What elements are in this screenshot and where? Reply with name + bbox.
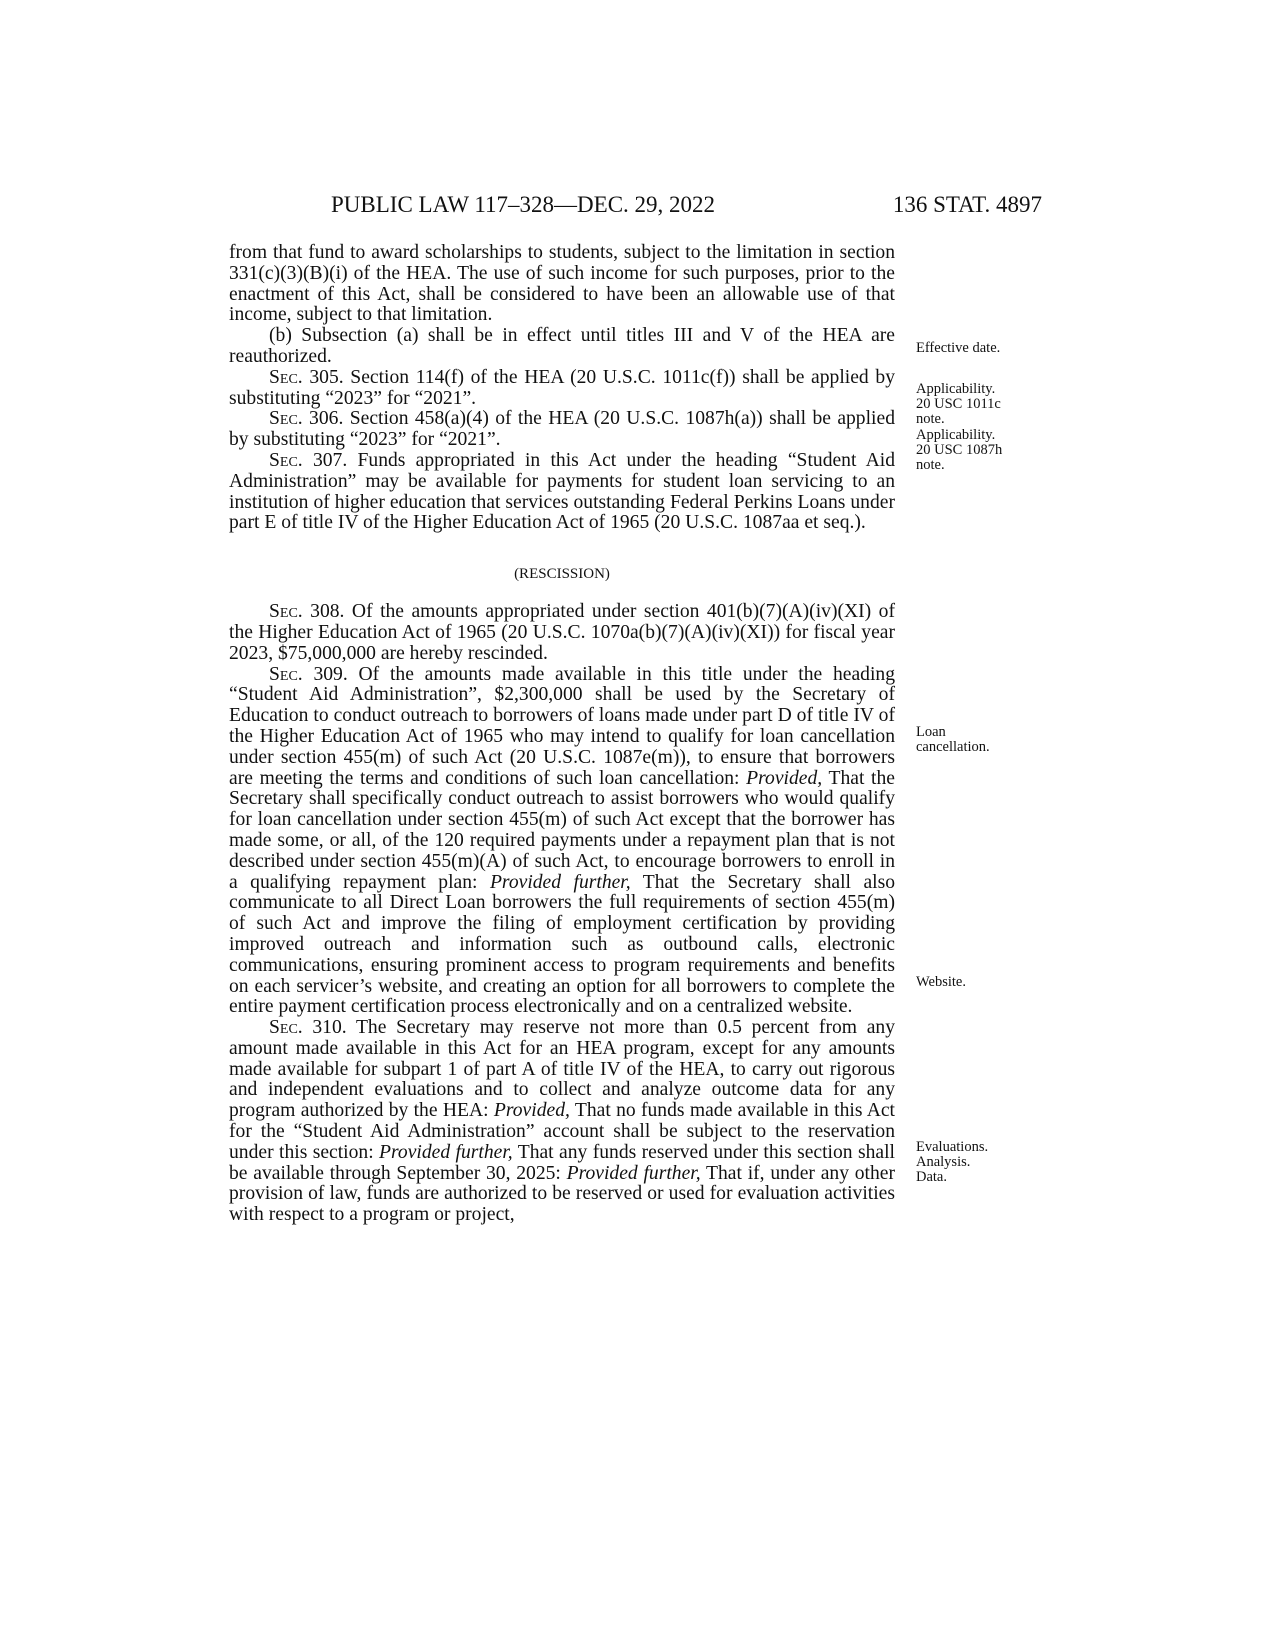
statute-page-number: 136 STAT. 4897 — [892, 192, 1042, 217]
margin-note-line: 20 USC 1087h — [916, 441, 1003, 458]
paragraph-sec-309 — [229, 665, 895, 1019]
sec-310-text-part-4: That if, under any other provision of law, funds are authorized to be reserved or used for evaluation activities with respect to a program or project, — [229, 1162, 896, 1226]
sec-309-text-part-3: That the Secretary shall also communicate to all Direct Loan borrowers the full requirements of section 455(m) of such Act and improve the filing of employment certification by providing improved outreach and information such as outbound calls, electronic communications, ensuring prominent access to program requirements and benefits on each servicer’s website, and creating an option for all borrowers to complete the entire payment certification process electronically and on a centralized website. — [229, 871, 896, 1018]
sec-310-text-part-2: That no funds made available in this Act for the “Student Aid Administration” account shall be subject to the reservation under this section: — [229, 1100, 895, 1163]
margin-note-loan-cancellation — [916, 725, 1036, 755]
sec-306-text: 306. Section 458(a)(4) of the HEA (20 U.S.C. 1087h(a)) shall be applied by substituting “2023” for “2021”. — [229, 408, 895, 451]
sec-label: Sec. — [269, 601, 303, 623]
provided-clause: Provided, — [746, 767, 823, 789]
paragraph-sec-310 — [229, 1018, 895, 1226]
margin-note-evaluations — [916, 1140, 1036, 1186]
margin-note-line: Website. — [916, 974, 966, 990]
margin-note-line: Applicability. — [916, 381, 996, 397]
margin-note-line: Effective date. — [916, 340, 1001, 356]
margin-note-line: cancellation. — [916, 739, 990, 756]
margin-note-line: Data. — [916, 1169, 947, 1186]
provided-further-clause: Provided further, — [379, 1141, 513, 1163]
sec-308-text: 308. Of the amounts appropriated under section 401(b)(7)(A)(iv)(XI) of the Higher Education Act of 1965 (20 U.S.C. 1070a(b)(7)(A)(iv)(XI)) for fiscal year 2023, $75,000,000 are hereby rescinded. — [229, 601, 895, 664]
paragraph-subsection-b: (b) Subsection (a) shall be in effect until titles III and V of the HEA are reauthorized. — [229, 325, 895, 367]
margin-note-line: note. — [916, 411, 945, 428]
paragraph-sec-307 — [229, 451, 895, 534]
margin-note-line: Analysis. — [916, 1154, 971, 1171]
sec-label: Sec. — [269, 663, 303, 685]
sec-309-text-part-1: 309. Of the amounts made available in this title under the heading “Student Aid Administration”, $2,300,000 shall be used by the Secretary of Education to conduct outreach to borrowers of loans made under part D of title IV of the Higher Education Act of 1965 who may intend to qualify for loan cancellation under section 455(m) of such Act (20 U.S.C. 1087e(m)), to ensure that borrowers are meeting the terms and conditions of such loan cancellation: — [229, 663, 895, 789]
body-text — [229, 243, 895, 1226]
margin-note-line: Loan — [916, 724, 946, 740]
provided-further-clause: Provided further, — [566, 1162, 701, 1184]
paragraph-sec-305 — [229, 368, 895, 410]
public-law-citation: PUBLIC LAW 117–328—DEC. 29, 2022 — [331, 192, 716, 217]
provided-further-clause: Provided further, — [489, 871, 631, 893]
sec-310-text-part-3: That any funds reserved under this section shall be available through September 30, 2025: — [229, 1141, 895, 1184]
sec-305-text: 305. Section 114(f) of the HEA (20 U.S.C. 1011c(f)) shall be applied by substituting “2023” for “2021”. — [229, 366, 895, 409]
paragraph-sec-308 — [229, 602, 895, 664]
margin-note-line: note. — [916, 457, 945, 474]
margin-note-effective-date — [916, 341, 1036, 356]
sec-307-text: 307. Funds appropriated in this Act under the heading “Student Aid Administration” may be available for payments for student loan servicing to an institution of higher education that services outstanding Federal Perkins Loans under part E of title IV of the Higher Education Act of 1965 (20 U.S.C. 1087aa et seq.). — [229, 449, 895, 534]
margin-note-applicability — [916, 382, 1036, 473]
provided-clause: Provided, — [493, 1100, 570, 1122]
margin-note-website — [916, 975, 1036, 990]
sec-label: Sec. — [269, 449, 303, 471]
paragraph-scholarship-continuation: from that fund to award scholarships to students, subject to the limitation in section 331(c)(3)(B)(i) of the HEA. The use of such income for such purposes, prior to the enactment of this Act, shall be considered to have been an allowable use of that income, subject to that limitation. — [229, 242, 895, 326]
margin-note-line: Evaluations. — [916, 1139, 989, 1155]
paragraph-sec-306 — [229, 409, 895, 451]
rescission-heading: (RESCISSION) — [514, 566, 610, 583]
sec-310-text-part-1: 310. The Secretary may reserve not more than 0.5 percent from any amount made available in this Act for an HEA program, except for any amounts made available for subpart 1 of part A of title IV of the HEA, to carry out rigorous and independent evaluations and to collect and analyze outcome data for any program authorized by the HEA: — [229, 1017, 895, 1122]
sec-309-text-part-2: That the Secretary shall specifically conduct outreach to assist borrowers who would qualify for loan cancellation under section 455(m) of such Act except that the borrower has made some, or all, of the 120 required payments under a repayment plan that is not described under section 455(m)(A) of such Act, to encourage borrowers to enroll in a qualifying repayment plan: — [229, 767, 895, 893]
margin-note-line: Applicability. — [916, 426, 996, 443]
sec-label: Sec. — [269, 1017, 303, 1039]
page-header — [331, 190, 1042, 220]
sec-label: Sec. — [269, 408, 303, 430]
sec-label: Sec. — [269, 366, 303, 388]
margin-note-line: 20 USC 1011c — [916, 396, 1001, 413]
